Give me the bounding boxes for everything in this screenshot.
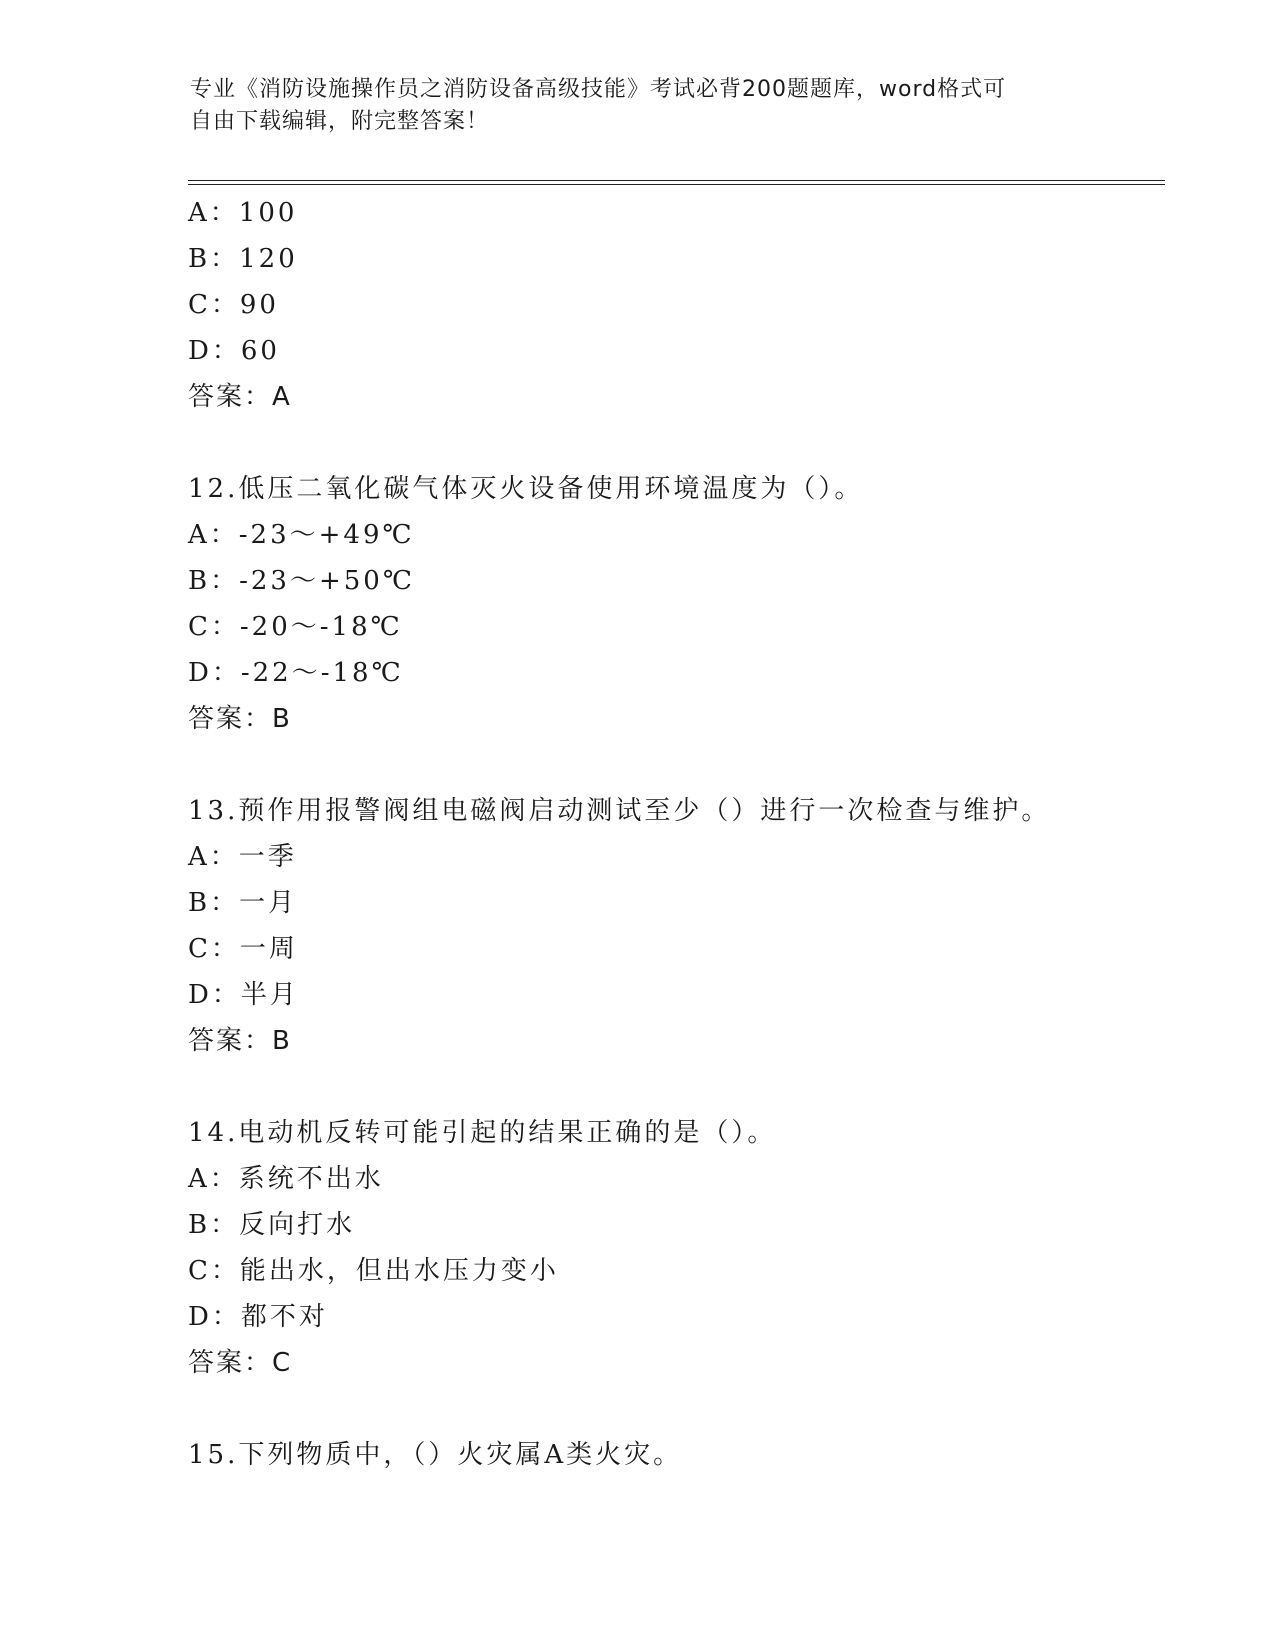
question-text: 13.预作用报警阀组电磁阀启动测试至少（）进行一次检查与维护。 — [188, 796, 1051, 826]
spacer — [188, 420, 1188, 466]
answer: 答案：C — [188, 1348, 293, 1378]
question-11 — [188, 190, 1188, 420]
answer: 答案：A — [188, 382, 292, 412]
answer: 答案：B — [188, 1026, 292, 1056]
question-14 — [188, 1110, 1188, 1386]
spacer — [188, 1064, 1188, 1110]
option-d: D：半月 — [188, 980, 299, 1010]
option-a: A：100 — [188, 198, 298, 228]
option-d: D：60 — [188, 336, 280, 366]
option-c: C：能出水，但出水压力变小 — [188, 1256, 559, 1286]
option-c: C：-20～-18℃ — [188, 612, 403, 642]
answer: 答案：B — [188, 704, 292, 734]
option-a: A：系统不出水 — [188, 1164, 384, 1194]
question-13 — [188, 788, 1188, 1064]
spacer — [188, 742, 1188, 788]
option-b: B：-23～+50℃ — [188, 566, 415, 596]
question-12 — [188, 466, 1188, 742]
header-line-1: 专业《消防设施操作员之消防设备高级技能》考试必背200题题库，word格式可 — [190, 77, 1007, 102]
option-c: C：一周 — [188, 934, 298, 964]
option-c: C：90 — [188, 290, 279, 320]
question-text: 12.低压二氧化碳气体灭火设备使用环境温度为（）。 — [188, 474, 864, 504]
header-rule-bottom — [188, 184, 1165, 185]
question-text: 14.电动机反转可能引起的结果正确的是（）。 — [188, 1118, 777, 1148]
option-d: D：-22～-18℃ — [188, 658, 404, 688]
header-rule-top — [188, 180, 1165, 181]
option-d: D：都不对 — [188, 1302, 328, 1332]
question-15 — [188, 1432, 1188, 1478]
document-header — [190, 74, 1090, 138]
option-b: B：一月 — [188, 888, 298, 918]
option-a: A：-23～+49℃ — [188, 520, 415, 550]
option-b: B：120 — [188, 244, 298, 274]
spacer — [188, 1386, 1188, 1432]
question-text: 15.下列物质中，（）火灾属A类火灾。 — [188, 1440, 683, 1470]
option-a: A：一季 — [188, 842, 297, 872]
header-line-2: 自由下载编辑，附完整答案！ — [190, 109, 490, 134]
question-list — [188, 190, 1188, 1478]
option-b: B：反向打水 — [188, 1210, 356, 1240]
